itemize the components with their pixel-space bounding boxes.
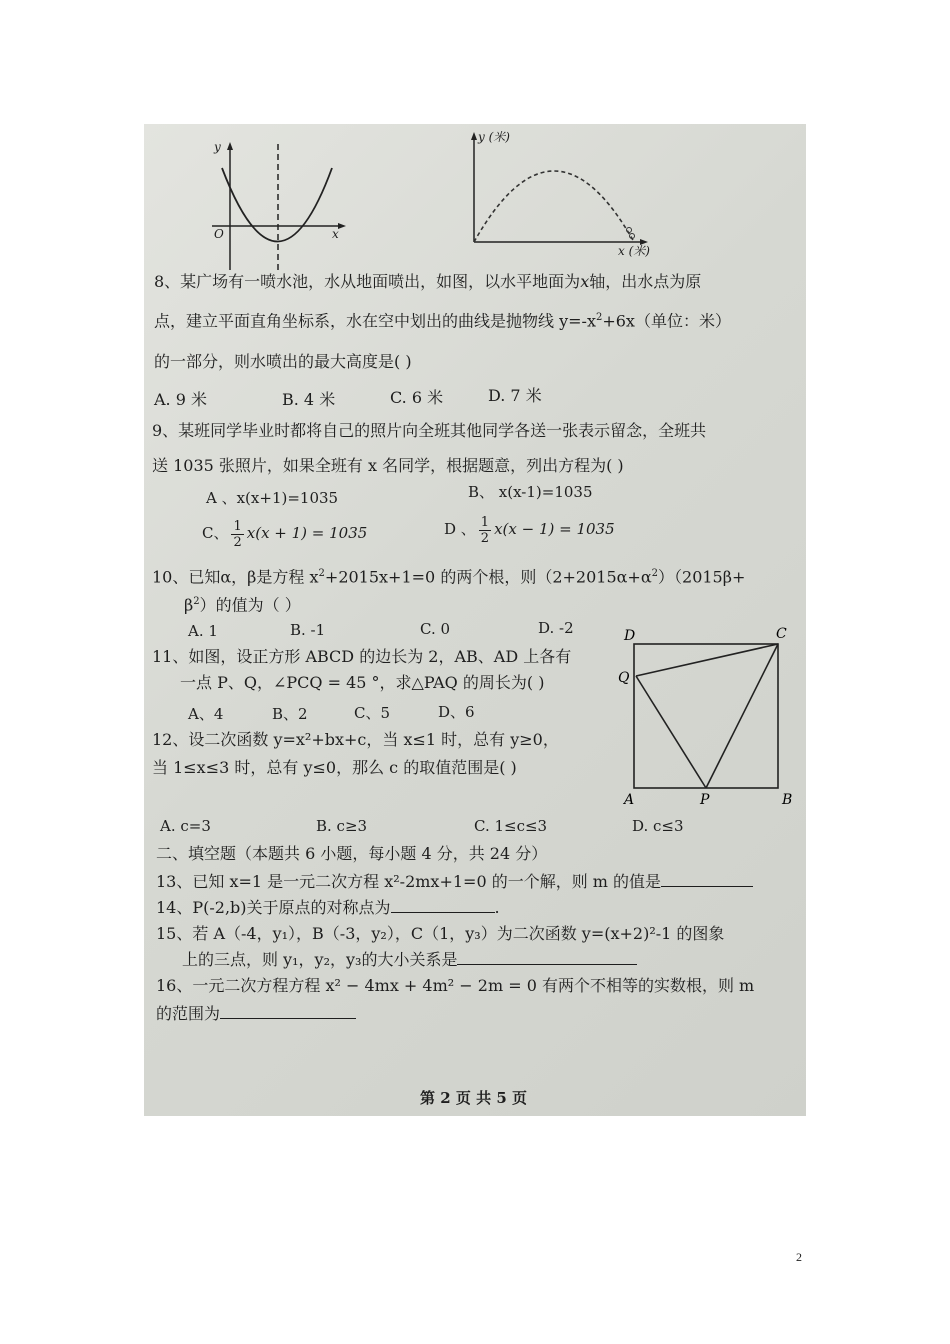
- q10-option-d: D. -2: [538, 619, 574, 637]
- fraction-one-half: $\frac{1}{2}$: [480, 514, 490, 546]
- q15-line2: 上的三点，则 y₁，y₂，y₃的大小关系是: [182, 950, 637, 970]
- vertex-label-a: A: [624, 792, 635, 808]
- page-number: 2: [796, 1250, 802, 1264]
- vertex-label-c: C: [776, 626, 787, 642]
- vertex-label-d: D: [624, 628, 636, 644]
- q12-option-c: C. 1≤c≤3: [474, 817, 548, 835]
- fig2-y-label: y (米): [478, 130, 510, 144]
- q11-option-a: A、4: [188, 705, 224, 723]
- q9-line2: 送 1035 张照片，如果全班有 x 名同学，根据题意，列出方程为( ): [152, 456, 624, 475]
- q13: 13、已知 x=1 是一元二次方程 x²-2mx+1=0 的一个解，则 m 的值是: [156, 872, 753, 892]
- q9-option-a: A 、x(x+1)=1035: [206, 489, 339, 507]
- q11-line2: 一点 P、Q，∠PCQ = 45 °，求△PAQ 的周长为( ): [180, 673, 545, 692]
- q9-line1: 9、某班同学毕业时都将自己的照片向全班其他同学各送一张表示留念，全班共: [152, 421, 707, 440]
- fig1-x-label: x: [332, 227, 339, 241]
- q9-option-c: C、 $\frac{1}{2}$ x(x + 1) = 1035: [202, 518, 368, 550]
- q10-option-c: C. 0: [420, 620, 451, 638]
- q14-answer-blank[interactable]: [391, 898, 495, 913]
- section-fill-in-heading: 二、填空题（本题共 6 小题，每小题 4 分，共 24 分）: [156, 844, 548, 863]
- fig2-x-label: x (米): [618, 244, 650, 258]
- q11-option-c: C、5: [354, 704, 391, 722]
- q11-line1: 11、如图，设正方形 ABCD 的边长为 2，AB、AD 上各有: [152, 647, 572, 666]
- fig1-y-label: y: [214, 140, 221, 154]
- q12-line2: 当 1≤x≤3 时，总有 y≤0，那么 c 的取值范围是( ): [152, 758, 517, 777]
- q10-option-a: A. 1: [188, 622, 218, 640]
- vertex-label-p: P: [700, 792, 710, 808]
- q8-option-c: C. 6 米: [390, 388, 444, 407]
- q16-line2: 的范围为: [156, 1004, 356, 1024]
- q8-option-a: A. 9 米: [154, 390, 207, 409]
- q12-option-b: B. c≥3: [316, 817, 368, 835]
- q11-option-d: D、6: [438, 703, 475, 721]
- vertex-label-q: Q: [618, 670, 630, 686]
- vertex-label-b: B: [782, 792, 793, 808]
- q8-option-d: D. 7 米: [488, 386, 542, 405]
- fraction-one-half: $\frac{1}{2}$: [233, 518, 242, 550]
- q8-line2: 点，建立平面直角坐标系，水在空中划出的曲线是抛物线 $y=-x^2+6x$（单位：米）: [154, 311, 731, 331]
- figure-square-abcd: [616, 624, 806, 814]
- q16-line1: 16、一元二次方程方程 x² − 4mx + 4m² − 2m = 0 有两个不相等的实数根，则 m: [156, 976, 755, 995]
- q9-option-b: B、 x(x-1)=1035: [468, 483, 593, 501]
- q8-option-b: B. 4 米: [282, 390, 336, 409]
- q10-option-b: B. -1: [290, 621, 326, 639]
- q11-option-b: B、2: [272, 705, 308, 723]
- q12-line1: 12、设二次函数 y=x²+bx+c，当 x≤1 时，总有 y≥0，: [152, 730, 559, 749]
- page-footer: 第 2 页 共 5 页: [420, 1089, 527, 1107]
- q8-line3: 的一部分，则水喷出的最大高度是( ): [154, 352, 412, 371]
- q10-line2: $\beta^2$）的值为（ ）: [184, 595, 301, 615]
- figure-parabola-graph: [210, 140, 350, 275]
- q12-option-a: A. c=3: [160, 817, 211, 835]
- q13-answer-blank[interactable]: [661, 872, 753, 887]
- q8-line1: 8、某广场有一喷水池，水从地面喷出，如图，以水平地面为x轴，出水点为原: [154, 272, 702, 291]
- fig1-origin-label: O: [214, 227, 224, 241]
- q12-option-d: D. c≤3: [632, 817, 684, 835]
- q16-answer-blank[interactable]: [220, 1004, 356, 1019]
- scanned-exam-page: [144, 124, 806, 1116]
- q14: 14、P(-2,b)关于原点的对称点为 .: [156, 898, 500, 917]
- q9-option-d: D 、 $\frac{1}{2}$ x(x − 1) = 1035: [444, 514, 615, 546]
- q15-answer-blank[interactable]: [457, 950, 637, 965]
- q15-line1: 15、若 A（-4，y₁），B（-3，y₂），C（1，y₃）为二次函数 y=(x+2)²-1 的图象: [156, 924, 725, 943]
- figure-fountain-graph: [466, 130, 656, 250]
- q10-line1: 10、已知α，β是方程 $x^2+2015x+1=0$ 的两个根，则$(2+2015\alpha+\alpha^2)(2015\beta+$: [152, 567, 746, 587]
